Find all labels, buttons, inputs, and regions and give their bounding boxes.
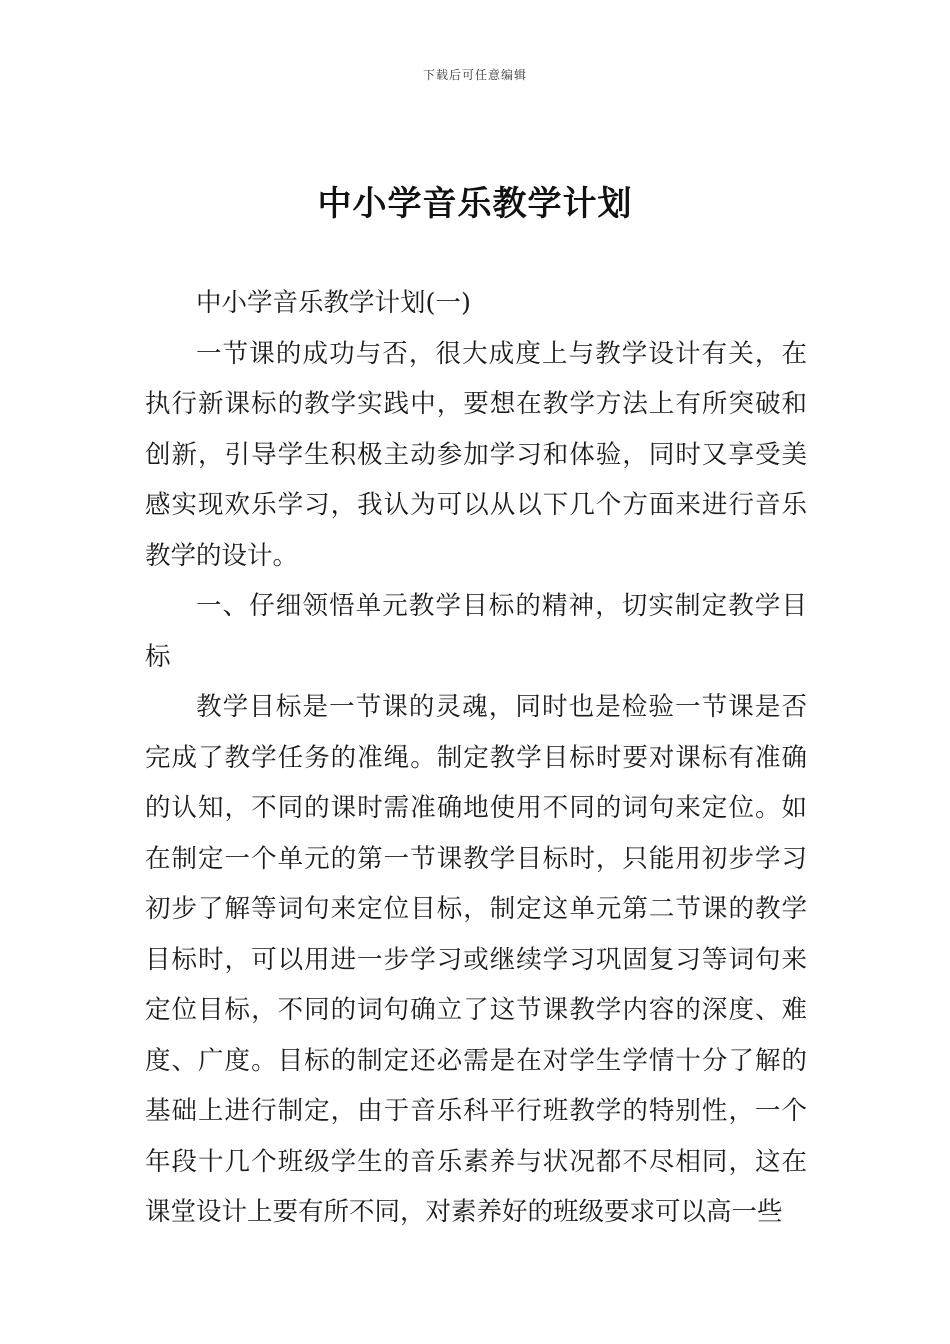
paragraph-subtitle: 中小学音乐教学计划(一) (196, 288, 471, 318)
paragraph-intro: 一节课的成功与否，很大成度上与教学设计有关，在执行新课标的教学实践中，要想在教学方法上有所突破和创新，引导学生积极主动参加学习和体验，同时又享受美感实现欢乐学习，我认为可以从以下几个方面来进行音乐教学的设计。 (145, 338, 807, 571)
paragraph-objectives: 教学目标是一节课的灵魂，同时也是检验一节课是否完成了教学任务的准绳。制定教学目标时要对课标有准确的认知，不同的课时需准确地使用不同的词句来定位。如在制定一个单元的第一节课教学目标时，只能用初步学习初步了解等词句来定位目标，制定这单元第二节课的教学目标时，可以用进一步学习或继续学习巩固复习等词句来定位目标，不同的词句确立了这节课教学内容的深度、难度、广度。目标的制定还必需是在对学生学情十分了解的基础上进行制定，由于音乐科平行班教学的特别性，一个年段十几个班级学生的音乐素养与状况都不尽相同，这在课堂设计上要有所不同，对素养好的班级要求可以高一些 (145, 692, 807, 1227)
document-body (145, 278, 807, 1238)
paragraph-section-heading: 一、仔细领悟单元教学目标的精神，切实制定教学目标 (145, 591, 807, 672)
document-title: 中小学音乐教学计划 (317, 184, 633, 224)
header-note: 下载后可任意编辑 (422, 68, 527, 82)
